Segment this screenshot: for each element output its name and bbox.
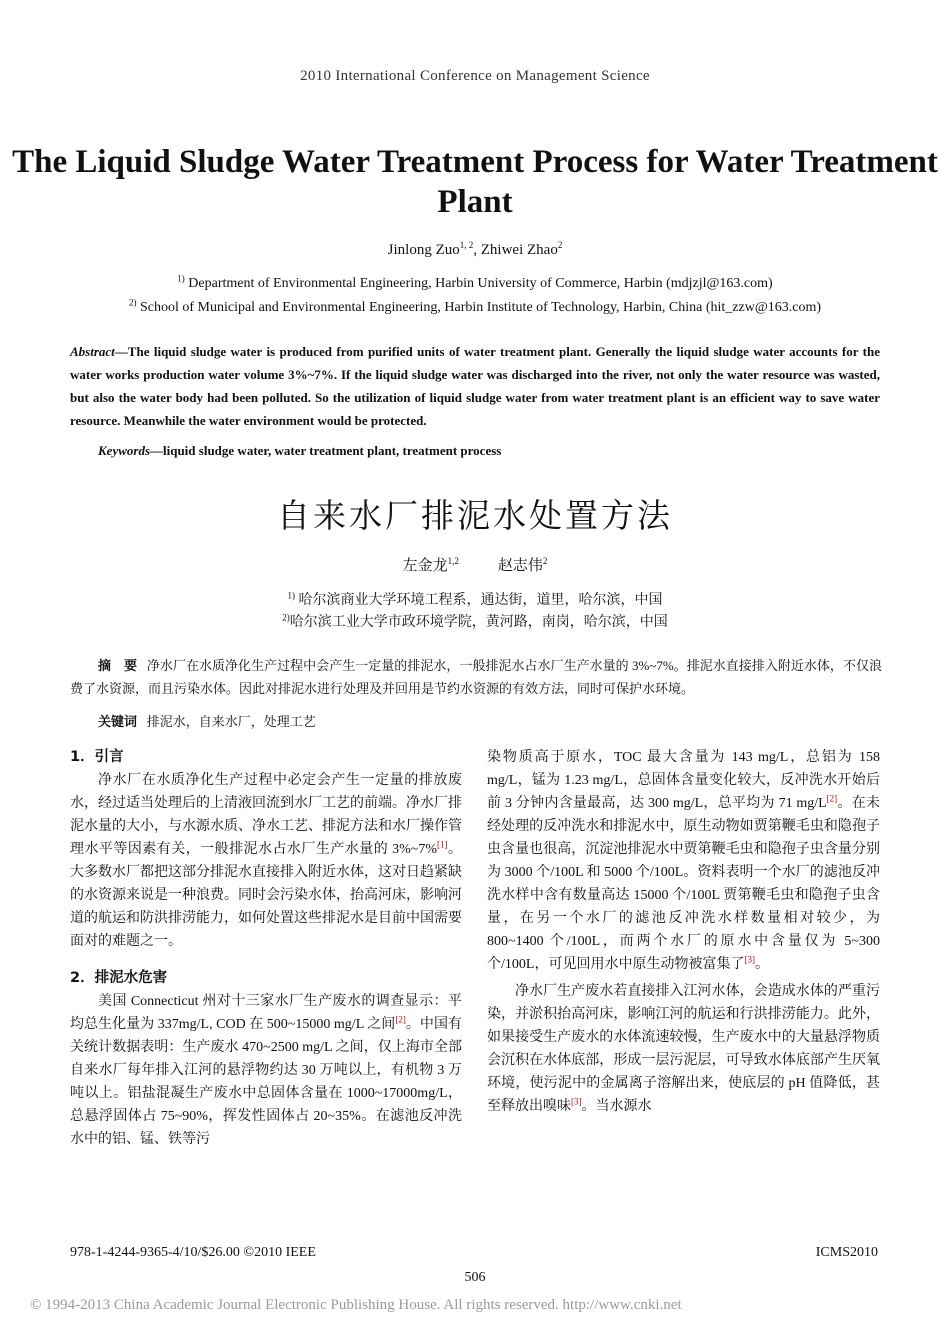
citation-link[interactable]: [2] [826, 793, 838, 804]
affiliation-text: 哈尔滨商业大学环境工程系，通达街，道里，哈尔滨，中国 [298, 593, 663, 608]
section-2-paragraph-1-continued [487, 746, 880, 976]
paragraph-text: 。当水源水 [581, 1099, 652, 1114]
author-cn-2: 赵志伟 [497, 558, 543, 574]
affiliation-text: Department of Environmental Engineering, Harbin University of Commerce, Harbin (mdjzjl@163.com) [188, 276, 773, 291]
affiliation-marker: 2) [282, 612, 290, 623]
citation-link[interactable]: [3] [571, 1096, 582, 1107]
author-separator: , [473, 242, 481, 258]
citation-link[interactable]: [1] [437, 839, 448, 850]
affiliation-marker: 2) [128, 297, 137, 308]
isbn-line: 978-1-4244-9365-4/10/$26.00 ©2010 IEEE [70, 1245, 316, 1260]
paragraph-text: 。 [754, 957, 769, 972]
keywords-label: Keywords [98, 443, 150, 458]
author-cn-2-affil: 2 [542, 556, 548, 566]
paragraph-text: 染物质高于原水，TOC 最大含量为 143 mg/L，总铝为 158 mg/L，锰为 1.23 mg/L，总固体含量变化较大，反冲洗水开始后前 3 分钟内含量最高，达 300 mg/L，总平均为 71 mg/L [487, 750, 880, 811]
citation-link[interactable]: [2] [395, 1014, 406, 1025]
keywords-cn [98, 711, 316, 730]
abstract-cn-text: 净水厂在水质净化生产过程中会产生一定量的排泥水，一般排泥水占水厂生产水量的 3%~7%。排泥水直接排入附近水体，不仅浪费了水资源，而且污染水体。因此对排泥水进行处理及并回用是节约水资源的有效方法，同时可保护水环境。 [70, 658, 883, 696]
paper-title-cn: 自来水厂排泥水处置方法 [277, 496, 673, 535]
affiliation-text: 哈尔滨工业大学市政环境学院，黄河路，南岗，哈尔滨，中国 [289, 615, 668, 630]
abstract-text: —The liquid sludge water is produced from purified units of water treatment plant. Generally the liquid sludge water accounts for the water works production water volume 3%~7%. If the liquid sludge water was discharged into the river, not only the water resource was wasted, but also the water body had been polluted. So the utilization of liquid sludge water from water treatment plant is an efficient way to save water resource. Meanwhile the water environment would be protected. [70, 344, 880, 428]
left-column [70, 746, 462, 1151]
right-column [487, 746, 880, 1118]
abstract-en [70, 340, 880, 432]
keywords-en [98, 443, 501, 459]
author-1: Jinlong Zuo [387, 242, 460, 258]
authors-en [0, 242, 950, 259]
keywords-text: —liquid sludge water, water treatment plant, treatment process [150, 443, 502, 458]
page-number: 506 [464, 1270, 486, 1285]
paragraph-text: 。在未经处理的反冲洗水和排泥水中，原生动物如贾第鞭毛虫和隐孢子虫含量也很高，沉淀池排泥水中贾第鞭毛虫和隐孢子虫含量分别为 3000 个/100L 和 5000 个/100L。资料表明一个水厂的滤池反冲洗水样中含有数量高达 15000 个/100L 贾第鞭毛虫和隐孢子虫含量，在另一个水厂的滤池反冲洗水样数量相对较少，为 800~1400 个/100L，而两个水厂的原水中含量仅为 5~300 个/100L，可见回用水中原生动物被富集了 [487, 796, 880, 972]
author-1-affil: 1, 2 [459, 240, 474, 250]
author-2-affil: 2 [557, 240, 563, 250]
affiliation-cn-2 [0, 611, 950, 631]
paragraph-text: 净水厂生产废水若直接排入江河水体，会造成水体的严重污染，并淤积抬高河床，影响江河的航运和行洪排涝能力。此外，如果接受生产废水的水体流速较慢，生产废水中的大量悬浮物质会沉积在水体底部，形成一层污泥层，可导致水体底部产生厌氧环境，使污泥中的金属离子溶解出来，使底层的 pH 值降低，甚至释放出嗅味 [487, 984, 880, 1114]
paragraph-text: 净水厂在水质净化生产过程中必定会产生一定量的排放废水，经过适当处理后的上清液回流到水厂工艺的前端。净水厂排泥水量的大小，与水源水质、净水工艺、排泥方法和水厂操作管理水平等因素有关，一般排泥水占水厂生产水量的 3%~7% [70, 773, 462, 857]
section-2-heading: 2．排泥水危害 [70, 970, 168, 986]
affiliation-en-1 [0, 273, 950, 292]
conference-code: ICMS2010 [815, 1245, 878, 1260]
paragraph-text: 。中国有关统计数据表明：生产废水 470~2500 mg/L 之间，仅上海市全部自来水厂每年排入江河的悬浮物约达 30 万吨以上，有机物 3 万吨以上。铝盐混凝生产废水中总固体含量在 1000~17000mg/L，总悬浮固体占 75~90%，挥发性固体占 20~35%。在滤池反冲洗水中的铝、锰、铁等污 [70, 1017, 462, 1147]
section-2-paragraph-2 [487, 980, 880, 1118]
keywords-cn-text: 排泥水，自来水厂，处理工艺 [146, 714, 316, 729]
section-1-paragraph [70, 769, 462, 953]
author-cn-1: 左金龙 [402, 558, 448, 574]
section-2-paragraph-1 [70, 990, 462, 1151]
section-1-heading: 1．引言 [70, 749, 124, 765]
copyright-watermark[interactable]: © 1994-2013 China Academic Journal Electronic Publishing House. All rights reserved. http://www.cnki.net [30, 1297, 682, 1313]
abstract-cn [70, 654, 882, 700]
keywords-cn-label: 关键词 [98, 714, 138, 729]
paragraph-text: 美国 Connecticut 州对十三家水厂生产废水的调查显示：平均总生化量为 337mg/L, COD 在 500~15000 mg/L 之间 [70, 994, 462, 1032]
affiliation-text: School of Municipal and Environmental Engineering, Harbin Institute of Technology, Harbin, China (hit_zzw@163.com) [139, 300, 822, 315]
citation-link[interactable]: [3] [744, 954, 755, 965]
affiliation-cn-1 [0, 589, 950, 609]
affiliation-marker: 1) [177, 273, 185, 284]
abstract-label: Abstract [70, 344, 115, 359]
conference-header: 2010 International Conference on Management Science [300, 68, 650, 84]
author-2: Zhiwei Zhao [480, 242, 558, 258]
affiliation-en-2 [0, 297, 950, 316]
affiliation-marker: 1) [287, 590, 295, 601]
authors-cn [0, 554, 950, 575]
paragraph-text: 。大多数水厂都把这部分排泥水直接排入附近水体，这对日趋紧缺的水资源来说是一种浪费。同时会污染水体，抬高河床，影响河道的航运和防洪排涝能力，如何处置这些排泥水是目前中国需要面对的难题之一。 [70, 842, 462, 949]
author-cn-1-affil: 1,2 [447, 556, 459, 566]
abstract-cn-label: 摘 要 [98, 658, 138, 673]
paper-title-en: The Liquid Sludge Water Treatment Process for Water Treatment Plant [12, 144, 938, 220]
